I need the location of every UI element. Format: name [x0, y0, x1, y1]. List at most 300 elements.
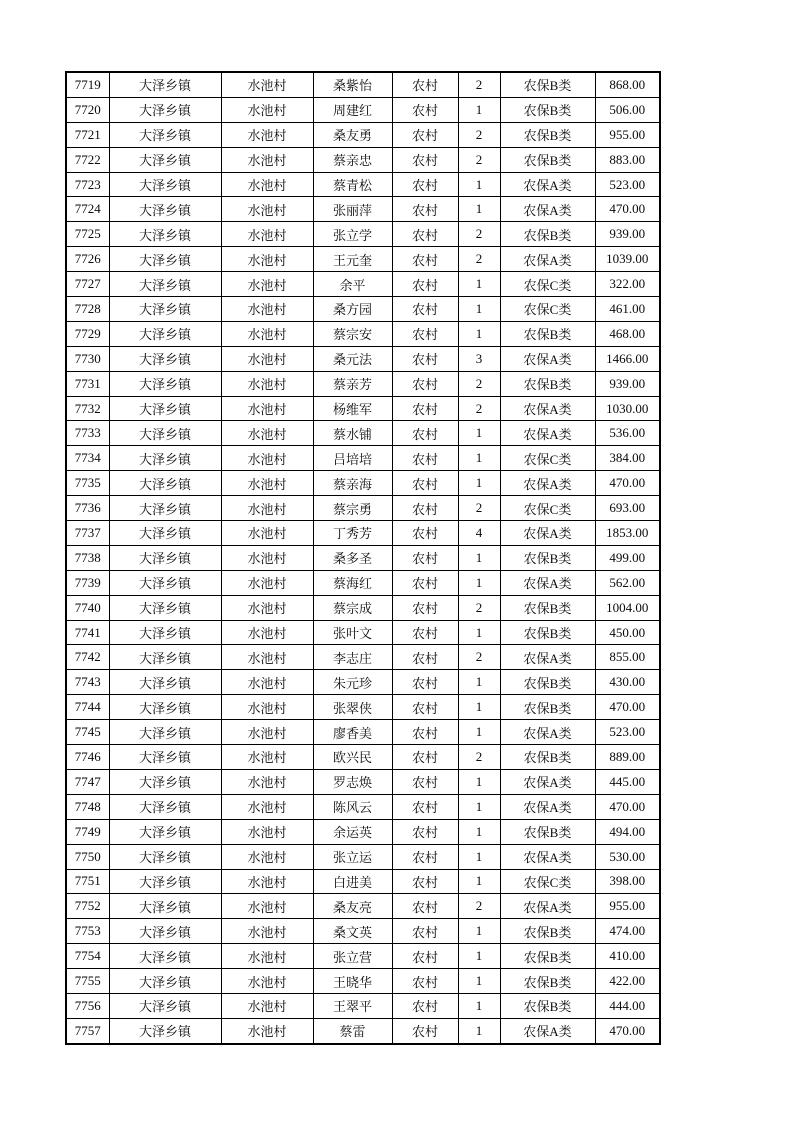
cell-village: 水池村	[221, 869, 313, 894]
cell-amount: 506.00	[595, 97, 660, 122]
table-row	[66, 247, 660, 272]
cell-serial: 7750	[66, 844, 109, 869]
cell-serial: 7740	[66, 595, 109, 620]
table-row	[66, 645, 660, 670]
cell-amount: 410.00	[595, 944, 660, 969]
cell-residence-type: 农村	[392, 745, 458, 770]
table-row	[66, 272, 660, 297]
cell-serial: 7749	[66, 819, 109, 844]
cell-person-count: 1	[458, 919, 500, 944]
cell-amount: 955.00	[595, 894, 660, 919]
cell-village: 水池村	[221, 670, 313, 695]
cell-serial: 7720	[66, 97, 109, 122]
cell-insurance-category: 农保A类	[500, 247, 595, 272]
insurance-roster-table	[65, 71, 661, 1045]
cell-residence-type: 农村	[392, 695, 458, 720]
cell-insurance-category: 农保A类	[500, 471, 595, 496]
cell-serial: 7724	[66, 197, 109, 222]
cell-amount: 562.00	[595, 570, 660, 595]
cell-residence-type: 农村	[392, 97, 458, 122]
table-row	[66, 944, 660, 969]
cell-person-name: 罗志焕	[313, 769, 392, 794]
cell-insurance-category: 农保A类	[500, 396, 595, 421]
cell-town: 大泽乡镇	[109, 869, 221, 894]
table-row	[66, 97, 660, 122]
cell-village: 水池村	[221, 819, 313, 844]
cell-serial: 7747	[66, 769, 109, 794]
table-row	[66, 321, 660, 346]
cell-amount: 868.00	[595, 72, 660, 97]
cell-serial: 7733	[66, 421, 109, 446]
cell-amount: 444.00	[595, 993, 660, 1018]
cell-residence-type: 农村	[392, 570, 458, 595]
cell-amount: 398.00	[595, 869, 660, 894]
cell-insurance-category: 农保B类	[500, 819, 595, 844]
cell-amount: 883.00	[595, 147, 660, 172]
cell-village: 水池村	[221, 471, 313, 496]
cell-insurance-category: 农保C类	[500, 446, 595, 471]
cell-amount: 461.00	[595, 297, 660, 322]
table-row	[66, 346, 660, 371]
cell-town: 大泽乡镇	[109, 894, 221, 919]
cell-serial: 7743	[66, 670, 109, 695]
cell-residence-type: 农村	[392, 147, 458, 172]
cell-village: 水池村	[221, 769, 313, 794]
cell-town: 大泽乡镇	[109, 769, 221, 794]
cell-serial: 7754	[66, 944, 109, 969]
cell-person-name: 蔡青松	[313, 172, 392, 197]
cell-residence-type: 农村	[392, 521, 458, 546]
cell-village: 水池村	[221, 72, 313, 97]
cell-insurance-category: 农保C类	[500, 297, 595, 322]
cell-town: 大泽乡镇	[109, 446, 221, 471]
cell-person-count: 1	[458, 197, 500, 222]
cell-person-count: 2	[458, 147, 500, 172]
table-row	[66, 595, 660, 620]
cell-person-count: 2	[458, 496, 500, 521]
cell-person-count: 1	[458, 695, 500, 720]
cell-insurance-category: 农保A类	[500, 197, 595, 222]
cell-village: 水池村	[221, 122, 313, 147]
cell-person-count: 1	[458, 869, 500, 894]
table-row	[66, 919, 660, 944]
cell-insurance-category: 农保C类	[500, 272, 595, 297]
cell-serial: 7721	[66, 122, 109, 147]
table-row	[66, 1018, 660, 1043]
cell-town: 大泽乡镇	[109, 993, 221, 1018]
cell-residence-type: 农村	[392, 496, 458, 521]
cell-residence-type: 农村	[392, 421, 458, 446]
cell-village: 水池村	[221, 272, 313, 297]
table-row	[66, 545, 660, 570]
table-row	[66, 745, 660, 770]
cell-town: 大泽乡镇	[109, 695, 221, 720]
cell-person-name: 桑元法	[313, 346, 392, 371]
cell-town: 大泽乡镇	[109, 197, 221, 222]
cell-serial: 7723	[66, 172, 109, 197]
cell-person-name: 周建红	[313, 97, 392, 122]
cell-serial: 7734	[66, 446, 109, 471]
cell-amount: 322.00	[595, 272, 660, 297]
cell-person-count: 2	[458, 72, 500, 97]
cell-insurance-category: 农保A类	[500, 346, 595, 371]
cell-person-name: 蔡亲芳	[313, 371, 392, 396]
cell-person-name: 蔡海红	[313, 570, 392, 595]
cell-insurance-category: 农保C类	[500, 496, 595, 521]
cell-person-name: 朱元珍	[313, 670, 392, 695]
cell-person-count: 1	[458, 844, 500, 869]
cell-amount: 939.00	[595, 222, 660, 247]
cell-person-count: 1	[458, 321, 500, 346]
cell-village: 水池村	[221, 570, 313, 595]
cell-insurance-category: 农保A类	[500, 645, 595, 670]
cell-serial: 7730	[66, 346, 109, 371]
cell-serial: 7741	[66, 620, 109, 645]
table-row	[66, 844, 660, 869]
cell-village: 水池村	[221, 545, 313, 570]
cell-serial: 7731	[66, 371, 109, 396]
cell-serial: 7748	[66, 794, 109, 819]
cell-insurance-category: 农保B类	[500, 695, 595, 720]
cell-person-count: 1	[458, 545, 500, 570]
cell-town: 大泽乡镇	[109, 122, 221, 147]
cell-insurance-category: 农保B类	[500, 147, 595, 172]
table-row	[66, 794, 660, 819]
cell-amount: 1030.00	[595, 396, 660, 421]
cell-town: 大泽乡镇	[109, 919, 221, 944]
cell-person-name: 余平	[313, 272, 392, 297]
cell-village: 水池村	[221, 620, 313, 645]
cell-village: 水池村	[221, 695, 313, 720]
table-row	[66, 620, 660, 645]
table-row	[66, 819, 660, 844]
cell-serial: 7726	[66, 247, 109, 272]
cell-amount: 1853.00	[595, 521, 660, 546]
table-row	[66, 769, 660, 794]
cell-residence-type: 农村	[392, 720, 458, 745]
cell-person-name: 欧兴民	[313, 745, 392, 770]
cell-town: 大泽乡镇	[109, 172, 221, 197]
cell-village: 水池村	[221, 844, 313, 869]
cell-person-count: 1	[458, 446, 500, 471]
cell-town: 大泽乡镇	[109, 595, 221, 620]
cell-insurance-category: 农保B类	[500, 371, 595, 396]
table-row	[66, 471, 660, 496]
cell-insurance-category: 农保B类	[500, 745, 595, 770]
cell-residence-type: 农村	[392, 247, 458, 272]
cell-amount: 450.00	[595, 620, 660, 645]
cell-residence-type: 农村	[392, 545, 458, 570]
cell-insurance-category: 农保B类	[500, 993, 595, 1018]
cell-village: 水池村	[221, 421, 313, 446]
cell-town: 大泽乡镇	[109, 321, 221, 346]
table-row	[66, 371, 660, 396]
cell-town: 大泽乡镇	[109, 421, 221, 446]
cell-amount: 470.00	[595, 1018, 660, 1043]
cell-insurance-category: 农保B类	[500, 122, 595, 147]
cell-person-count: 3	[458, 346, 500, 371]
cell-village: 水池村	[221, 944, 313, 969]
cell-amount: 855.00	[595, 645, 660, 670]
cell-residence-type: 农村	[392, 993, 458, 1018]
table-row	[66, 993, 660, 1018]
cell-person-name: 张立运	[313, 844, 392, 869]
table-row	[66, 969, 660, 994]
cell-residence-type: 农村	[392, 1018, 458, 1043]
cell-person-count: 1	[458, 172, 500, 197]
cell-residence-type: 农村	[392, 122, 458, 147]
cell-residence-type: 农村	[392, 670, 458, 695]
cell-serial: 7719	[66, 72, 109, 97]
cell-person-name: 王翠平	[313, 993, 392, 1018]
cell-person-count: 2	[458, 371, 500, 396]
cell-serial: 7752	[66, 894, 109, 919]
cell-town: 大泽乡镇	[109, 620, 221, 645]
cell-insurance-category: 农保C类	[500, 869, 595, 894]
cell-person-name: 张叶文	[313, 620, 392, 645]
cell-residence-type: 农村	[392, 819, 458, 844]
cell-town: 大泽乡镇	[109, 570, 221, 595]
cell-person-count: 1	[458, 297, 500, 322]
cell-town: 大泽乡镇	[109, 670, 221, 695]
cell-residence-type: 农村	[392, 172, 458, 197]
cell-serial: 7751	[66, 869, 109, 894]
cell-serial: 7732	[66, 396, 109, 421]
cell-person-name: 王晓华	[313, 969, 392, 994]
cell-person-name: 桑多圣	[313, 545, 392, 570]
cell-residence-type: 农村	[392, 944, 458, 969]
cell-insurance-category: 农保A类	[500, 421, 595, 446]
cell-village: 水池村	[221, 993, 313, 1018]
cell-serial: 7722	[66, 147, 109, 172]
cell-person-count: 2	[458, 645, 500, 670]
cell-amount: 422.00	[595, 969, 660, 994]
cell-residence-type: 农村	[392, 620, 458, 645]
cell-person-count: 1	[458, 471, 500, 496]
cell-village: 水池村	[221, 745, 313, 770]
cell-insurance-category: 农保B类	[500, 670, 595, 695]
table-row	[66, 670, 660, 695]
cell-person-count: 1	[458, 272, 500, 297]
cell-insurance-category: 农保B类	[500, 620, 595, 645]
cell-person-name: 蔡宗安	[313, 321, 392, 346]
cell-insurance-category: 农保A类	[500, 172, 595, 197]
cell-amount: 523.00	[595, 720, 660, 745]
cell-serial: 7757	[66, 1018, 109, 1043]
cell-person-count: 1	[458, 97, 500, 122]
cell-person-name: 吕培培	[313, 446, 392, 471]
cell-residence-type: 农村	[392, 371, 458, 396]
cell-person-count: 1	[458, 993, 500, 1018]
cell-village: 水池村	[221, 371, 313, 396]
cell-village: 水池村	[221, 496, 313, 521]
cell-person-name: 桑方园	[313, 297, 392, 322]
table-row	[66, 297, 660, 322]
cell-serial: 7753	[66, 919, 109, 944]
cell-town: 大泽乡镇	[109, 72, 221, 97]
cell-residence-type: 农村	[392, 197, 458, 222]
cell-insurance-category: 农保A类	[500, 769, 595, 794]
cell-person-name: 桑紫怡	[313, 72, 392, 97]
cell-amount: 474.00	[595, 919, 660, 944]
cell-person-name: 丁秀芳	[313, 521, 392, 546]
cell-town: 大泽乡镇	[109, 371, 221, 396]
cell-village: 水池村	[221, 720, 313, 745]
cell-village: 水池村	[221, 197, 313, 222]
cell-village: 水池村	[221, 147, 313, 172]
cell-serial: 7738	[66, 545, 109, 570]
table-row	[66, 894, 660, 919]
table-row	[66, 122, 660, 147]
cell-town: 大泽乡镇	[109, 396, 221, 421]
cell-person-name: 王元奎	[313, 247, 392, 272]
cell-town: 大泽乡镇	[109, 1018, 221, 1043]
cell-person-name: 陈风云	[313, 794, 392, 819]
cell-insurance-category: 农保B类	[500, 72, 595, 97]
cell-person-name: 蔡亲海	[313, 471, 392, 496]
cell-town: 大泽乡镇	[109, 247, 221, 272]
cell-serial: 7755	[66, 969, 109, 994]
cell-village: 水池村	[221, 969, 313, 994]
cell-person-name: 蔡水铺	[313, 421, 392, 446]
cell-person-count: 2	[458, 122, 500, 147]
cell-person-name: 张丽萍	[313, 197, 392, 222]
cell-person-count: 1	[458, 819, 500, 844]
cell-village: 水池村	[221, 346, 313, 371]
cell-town: 大泽乡镇	[109, 819, 221, 844]
cell-serial: 7739	[66, 570, 109, 595]
cell-village: 水池村	[221, 1018, 313, 1043]
cell-residence-type: 农村	[392, 869, 458, 894]
table-row	[66, 521, 660, 546]
cell-person-name: 余运英	[313, 819, 392, 844]
cell-person-name: 张立学	[313, 222, 392, 247]
table-row	[66, 695, 660, 720]
cell-insurance-category: 农保B类	[500, 944, 595, 969]
cell-amount: 430.00	[595, 670, 660, 695]
cell-town: 大泽乡镇	[109, 794, 221, 819]
cell-residence-type: 农村	[392, 222, 458, 247]
cell-insurance-category: 农保B类	[500, 97, 595, 122]
cell-residence-type: 农村	[392, 346, 458, 371]
cell-person-count: 1	[458, 620, 500, 645]
cell-amount: 1039.00	[595, 247, 660, 272]
cell-village: 水池村	[221, 919, 313, 944]
cell-amount: 536.00	[595, 421, 660, 446]
cell-insurance-category: 农保A类	[500, 844, 595, 869]
cell-insurance-category: 农保A类	[500, 1018, 595, 1043]
cell-residence-type: 农村	[392, 769, 458, 794]
cell-village: 水池村	[221, 645, 313, 670]
cell-town: 大泽乡镇	[109, 147, 221, 172]
cell-person-count: 1	[458, 769, 500, 794]
cell-person-name: 杨维军	[313, 396, 392, 421]
cell-serial: 7744	[66, 695, 109, 720]
table-row	[66, 396, 660, 421]
cell-village: 水池村	[221, 97, 313, 122]
cell-amount: 530.00	[595, 844, 660, 869]
cell-person-name: 蔡宗勇	[313, 496, 392, 521]
cell-town: 大泽乡镇	[109, 944, 221, 969]
cell-person-count: 1	[458, 421, 500, 446]
cell-residence-type: 农村	[392, 446, 458, 471]
cell-amount: 470.00	[595, 695, 660, 720]
cell-serial: 7728	[66, 297, 109, 322]
cell-town: 大泽乡镇	[109, 745, 221, 770]
cell-person-count: 1	[458, 720, 500, 745]
cell-village: 水池村	[221, 396, 313, 421]
cell-town: 大泽乡镇	[109, 844, 221, 869]
cell-person-count: 2	[458, 745, 500, 770]
cell-serial: 7736	[66, 496, 109, 521]
cell-serial: 7742	[66, 645, 109, 670]
table-row	[66, 222, 660, 247]
cell-village: 水池村	[221, 297, 313, 322]
cell-residence-type: 农村	[392, 321, 458, 346]
cell-amount: 939.00	[595, 371, 660, 396]
cell-residence-type: 农村	[392, 919, 458, 944]
cell-amount: 470.00	[595, 794, 660, 819]
table-row	[66, 72, 660, 97]
cell-insurance-category: 农保A类	[500, 570, 595, 595]
cell-person-name: 桑文英	[313, 919, 392, 944]
cell-amount: 1466.00	[595, 346, 660, 371]
cell-town: 大泽乡镇	[109, 969, 221, 994]
cell-person-name: 廖香美	[313, 720, 392, 745]
cell-insurance-category: 农保A类	[500, 894, 595, 919]
cell-amount: 470.00	[595, 197, 660, 222]
cell-residence-type: 农村	[392, 396, 458, 421]
cell-village: 水池村	[221, 894, 313, 919]
cell-amount: 889.00	[595, 745, 660, 770]
cell-serial: 7735	[66, 471, 109, 496]
cell-serial: 7745	[66, 720, 109, 745]
cell-town: 大泽乡镇	[109, 471, 221, 496]
cell-person-count: 1	[458, 570, 500, 595]
cell-residence-type: 农村	[392, 595, 458, 620]
cell-insurance-category: 农保A类	[500, 720, 595, 745]
cell-insurance-category: 农保B类	[500, 545, 595, 570]
cell-amount: 470.00	[595, 471, 660, 496]
cell-residence-type: 农村	[392, 72, 458, 97]
cell-person-count: 1	[458, 670, 500, 695]
cell-person-count: 4	[458, 521, 500, 546]
cell-town: 大泽乡镇	[109, 496, 221, 521]
table-row	[66, 147, 660, 172]
cell-insurance-category: 农保B类	[500, 595, 595, 620]
cell-person-name: 张翠侠	[313, 695, 392, 720]
cell-person-name: 李志庄	[313, 645, 392, 670]
cell-residence-type: 农村	[392, 844, 458, 869]
cell-insurance-category: 农保A类	[500, 521, 595, 546]
cell-serial: 7746	[66, 745, 109, 770]
cell-village: 水池村	[221, 321, 313, 346]
roster-table-body	[66, 72, 660, 1044]
cell-residence-type: 农村	[392, 645, 458, 670]
cell-residence-type: 农村	[392, 471, 458, 496]
cell-amount: 445.00	[595, 769, 660, 794]
cell-person-name: 蔡雷	[313, 1018, 392, 1043]
cell-person-name: 蔡亲忠	[313, 147, 392, 172]
cell-person-name: 蔡宗成	[313, 595, 392, 620]
cell-person-count: 1	[458, 944, 500, 969]
cell-person-count: 2	[458, 247, 500, 272]
cell-person-name: 张立营	[313, 944, 392, 969]
cell-insurance-category: 农保B类	[500, 321, 595, 346]
cell-person-name: 白进美	[313, 869, 392, 894]
cell-serial: 7756	[66, 993, 109, 1018]
cell-serial: 7725	[66, 222, 109, 247]
